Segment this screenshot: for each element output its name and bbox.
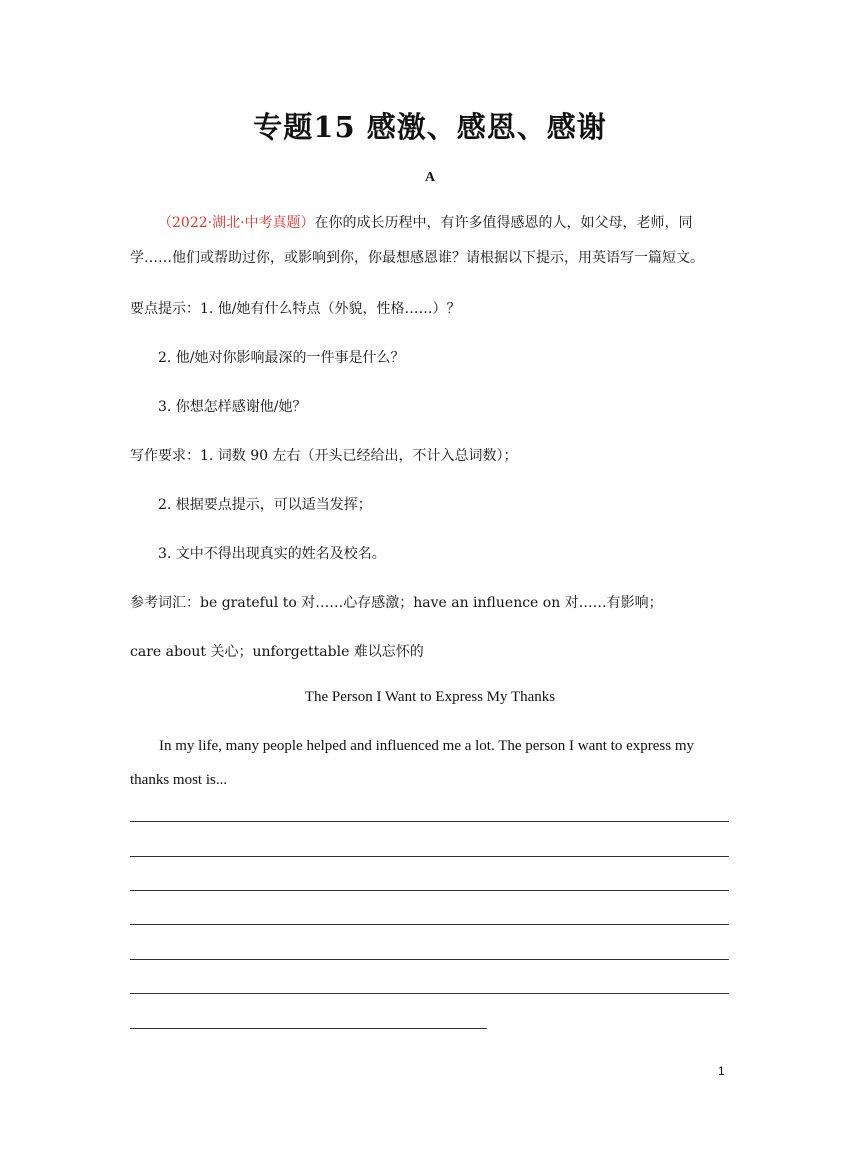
vocab-line-2: care about 关心；unforgettable 难以忘怀的 — [130, 644, 424, 660]
vocab-line-1: 参考词汇：be grateful to 对……心存感激；have an influence on 对……有影响； — [130, 595, 663, 611]
hints-line-1 — [130, 298, 461, 318]
requirement-item-3: 3. 文中不得出现真实的姓名及校名。 — [158, 546, 386, 562]
answer-line — [130, 959, 729, 960]
prompt-text-1: 在你的成长历程中，有许多值得感恩的人，如父母，老师，同 — [314, 215, 693, 231]
prompt-line-1 — [158, 212, 693, 232]
answer-line — [130, 856, 729, 857]
hint-item-1: 1. 他/她有什么特点（外貌，性格……）？ — [200, 301, 461, 317]
essay-opening-line-1: In my life, many people helped and influenced me a lot. The person I want to express my — [159, 738, 694, 754]
hint-item-3: 3. 你想怎样感谢他/她？ — [158, 399, 307, 415]
hint-item-2: 2. 他/她对你影响最深的一件事是什么？ — [158, 350, 405, 366]
requirement-item-1: 1. 词数 90 左右（开头已经给出，不计入总词数）； — [200, 448, 518, 464]
essay-title: The Person I Want to Express My Thanks — [304, 689, 556, 705]
essay-opening-line-2: thanks most is... — [130, 772, 228, 788]
prompt-line-2: 学……他们或帮助过你，或影响到你，你最想感恩谁？请根据以下提示，用英语写一篇短文。 — [130, 250, 704, 266]
hints-label: 要点提示： — [130, 301, 200, 317]
section-label: A — [424, 170, 436, 185]
answer-line — [130, 890, 729, 891]
answer-line — [130, 924, 729, 925]
requirements-line-1 — [130, 445, 518, 465]
source-tag: （2022·湖北·中考真题） — [158, 215, 315, 231]
requirement-item-2: 2. 根据要点提示，可以适当发挥； — [158, 497, 372, 513]
answer-line — [130, 993, 729, 994]
requirements-label: 写作要求： — [130, 448, 200, 464]
page-title: 专题15 感激、感恩、感谢 — [253, 110, 607, 144]
page-number: 1 — [718, 1064, 725, 1078]
answer-line-short — [130, 1028, 487, 1029]
answer-line — [130, 821, 729, 822]
